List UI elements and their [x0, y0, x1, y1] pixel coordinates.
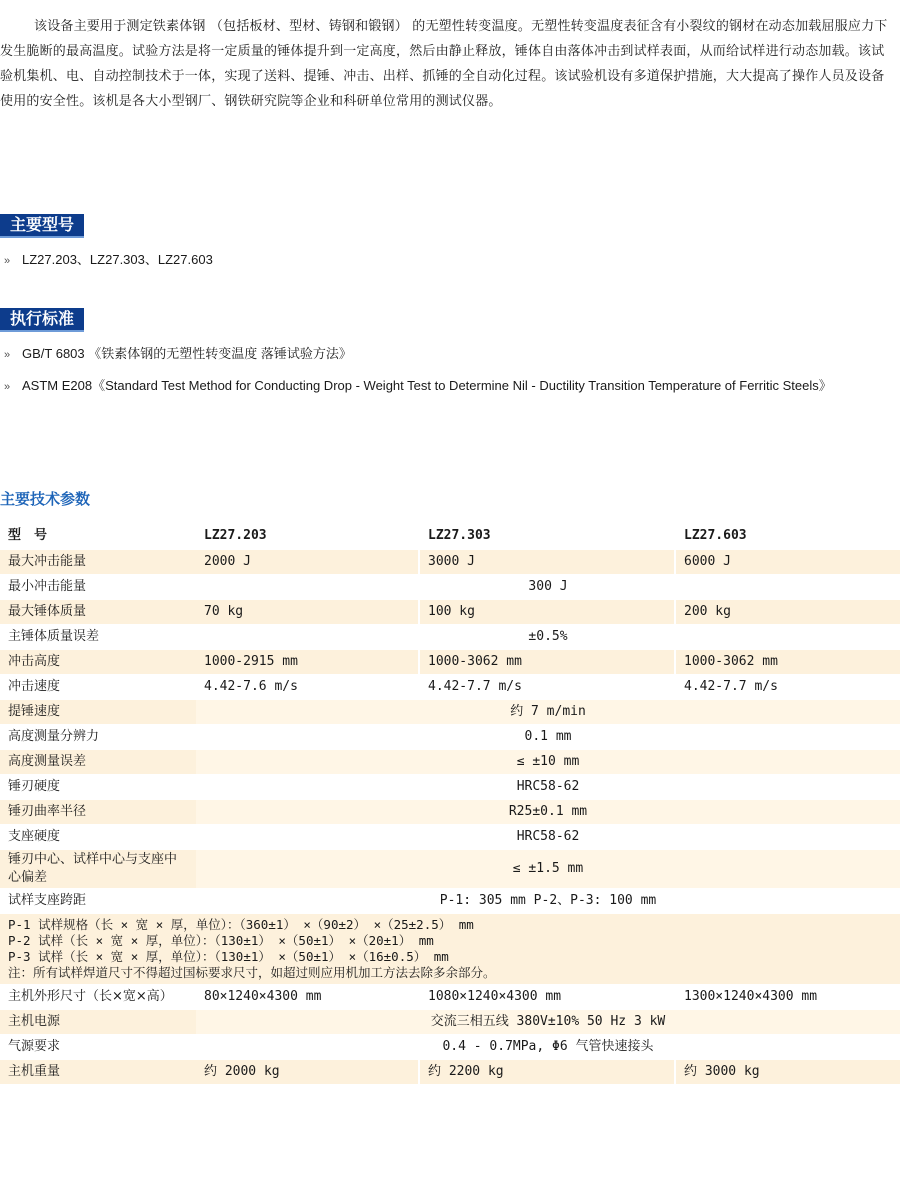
bullet-icon: » [4, 255, 11, 267]
table-cell: 6000 J [674, 550, 900, 574]
table-row [0, 889, 900, 913]
table-cell: 0.1 mm [524, 729, 572, 744]
table-cell: 高度测量误差 [0, 750, 196, 774]
params-title: 主要技术参数 [0, 490, 91, 508]
table-cell: 高度测量分辨力 [8, 729, 100, 744]
table-cell: 约 2200 kg [418, 1060, 674, 1084]
table-cell: 主机电源 [0, 1010, 196, 1034]
table-cell: 4.42-7.6 m/s [204, 679, 298, 694]
table-cell: 冲击速度 [8, 679, 61, 694]
table-cell: 气源要求 [8, 1039, 61, 1054]
list-item [4, 375, 882, 398]
table-cell: 4.42-7.7 m/s [418, 675, 674, 699]
table-row [0, 600, 900, 624]
table-cell: 型 号 [8, 528, 48, 543]
standard-text: GB/T 6803 《铁素体钢的无塑性转变温度 落锤试验方法》 [22, 346, 352, 361]
table-cell: HRC58-62 [516, 779, 580, 794]
table-cell: LZ27.203 [204, 528, 267, 543]
table-cell: 1080×1240×4300 mm [418, 985, 674, 1009]
table-cell: 约 3000 kg [674, 1060, 900, 1084]
table-cell: 锤刃曲率半径 [0, 800, 196, 824]
table-cell: 4.42-7.7 m/s [674, 675, 900, 699]
table-row [0, 725, 900, 749]
table-cell: 冲击高度 [0, 650, 196, 674]
standard-text: ASTM E208《Standard Test Method for Conducting Drop - Weight Test to Determine Nil - Ductility Transition Temperature of Ferritic Steels》 [22, 378, 832, 393]
specimen-notes [0, 914, 900, 984]
table-cell: 1300×1240×4300 mm [674, 985, 900, 1009]
table-cell: LZ27.603 [674, 523, 900, 549]
table-cell: 0.4 - 0.7MPa, Φ6 气管快速接头 [442, 1039, 654, 1054]
note-line: P-1 试样规格（长 × 宽 × 厚，单位）：（360±1） ×（90±2） ×（25±2.5） mm [8, 917, 474, 932]
list-item [4, 249, 213, 272]
table-notes-row [0, 914, 900, 984]
table-cell: 交流三相五线 380V±10% 50 Hz 3 kW [196, 1010, 900, 1034]
table-cell: ≤ ±10 mm [196, 750, 900, 774]
table-cell: 最小冲击能量 [8, 579, 87, 594]
table-row [0, 985, 900, 1009]
table-cell: 2000 J [196, 550, 418, 574]
table-row [0, 775, 900, 799]
table-cell: 约 7 m/min [196, 700, 900, 724]
table-row [0, 550, 900, 574]
table-row [0, 1035, 900, 1059]
table-cell: 主锤体质量误差 [8, 629, 100, 644]
table-cell: 3000 J [418, 550, 674, 574]
table-cell: 100 kg [418, 600, 674, 624]
table-row [0, 700, 900, 724]
table-header-row [0, 523, 900, 549]
table-cell: 200 kg [674, 600, 900, 624]
table-cell: 1000-3062 mm [674, 650, 900, 674]
standards-section-heading: 执行标准 [0, 308, 84, 332]
note-line: 注：所有试样焊道尺寸不得超过国标要求尺寸，如超过则应用机加工方法去除多余部分。 [8, 965, 496, 980]
bullet-icon: » [4, 349, 11, 361]
table-cell: P-1: 305 mm P-2、P-3: 100 mm [439, 893, 657, 908]
table-cell: 80×1240×4300 mm [204, 989, 322, 1004]
table-row [0, 1060, 900, 1084]
table-cell: 最大锤体质量 [0, 600, 196, 624]
table-cell: 300 J [528, 579, 568, 594]
note-line: P-3 试样（长 × 宽 × 厚，单位）：（130±1） ×（50±1） ×（16±0.5） mm [8, 949, 449, 964]
intro-paragraph: 该设备主要用于测定铁素体钢 （包括板材、型材、铸钢和锻钢） 的无塑性转变温度。无塑性转变温度表征含有小裂纹的钢材在动态加载屈服应力下发生脆断的最高温度。试验方法是将一定质量的锤体提升到一定高度，然后由静止释放，锤体自由落体冲击到试样表面，从而给试样进行动态加载。该试验机集机、电、自动控制技术于一体，实现了送料、提锤、冲击、出样、抓锤的全自动化过程。该试验机设有多道保护措施，大大提高了操作人员及设备使用的安全性。该机是各大小型钢厂、钢铁研究院等企业和科研单位常用的测试仪器。 [0, 19, 888, 109]
table-cell: 70 kg [196, 600, 418, 624]
table-cell: 1000-2915 mm [196, 650, 418, 674]
models-section-heading: 主要型号 [0, 214, 84, 238]
table-cell: 1000-3062 mm [418, 650, 674, 674]
table-cell: 锤刃中心、试样中心与支座中心偏差 [0, 850, 196, 888]
table-row [0, 1010, 900, 1034]
table-cell: LZ27.303 [418, 523, 674, 549]
table-cell: 支座硬度 [8, 829, 61, 844]
table-cell: 锤刃硬度 [8, 779, 61, 794]
table-row [0, 825, 900, 849]
table-row [0, 800, 900, 824]
model-list-text: LZ27.203、LZ27.303、LZ27.603 [22, 252, 213, 267]
table-row [0, 675, 900, 699]
table-row [0, 750, 900, 774]
note-line: P-2 试样（长 × 宽 × 厚，单位）：（130±1） ×（50±1） ×（20±1） mm [8, 933, 434, 948]
spec-table [0, 522, 900, 1085]
table-cell: 主机重量 [0, 1060, 196, 1084]
table-row [0, 650, 900, 674]
table-row [0, 575, 900, 599]
table-cell: 约 2000 kg [196, 1060, 418, 1084]
list-item [4, 343, 352, 366]
table-cell: 主机外形尺寸（长×宽×高） [8, 989, 173, 1004]
table-cell: 试样支座跨距 [8, 893, 87, 908]
table-row [0, 625, 900, 649]
table-cell: ≤ ±1.5 mm [196, 850, 900, 888]
bullet-icon: » [4, 381, 11, 393]
table-row [0, 850, 900, 888]
table-cell: HRC58-62 [516, 829, 580, 844]
table-cell: 提锤速度 [0, 700, 196, 724]
table-cell: R25±0.1 mm [196, 800, 900, 824]
table-cell: ±0.5% [528, 629, 568, 644]
table-cell: 最大冲击能量 [0, 550, 196, 574]
